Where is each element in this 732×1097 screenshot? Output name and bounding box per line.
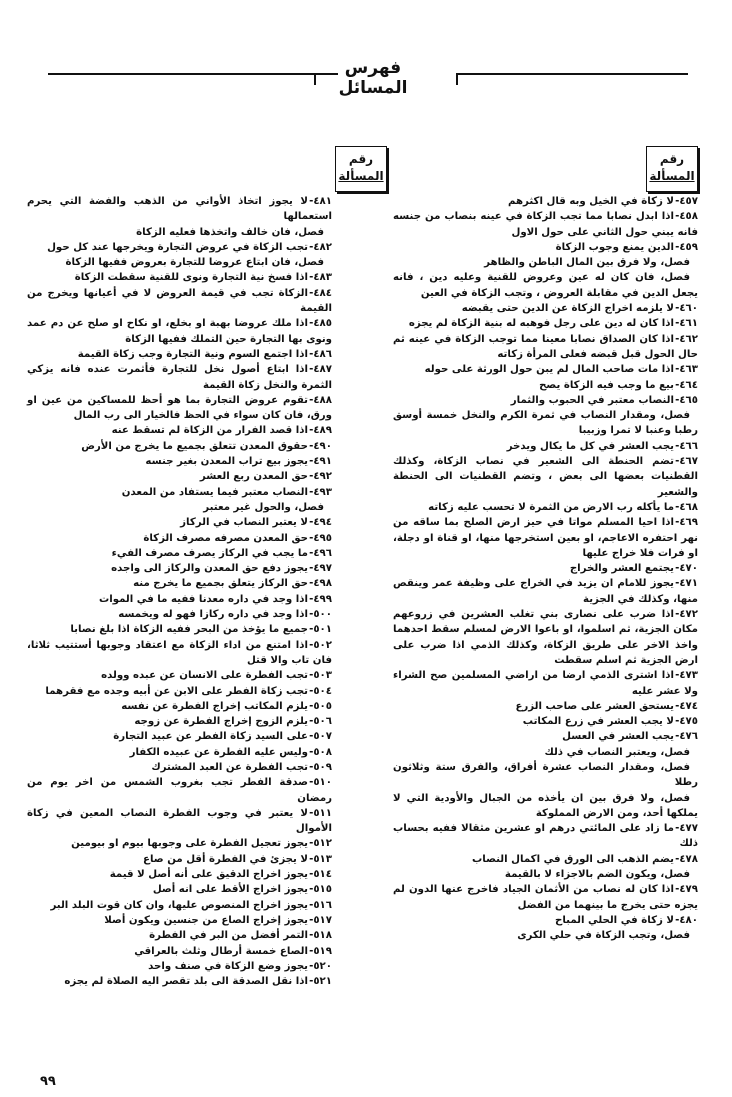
entry-text: الصاع خمسة أرطال وثلث بالعراقي [134,945,308,957]
index-entry [27,546,332,561]
index-entry [27,194,332,225]
index-entry [393,668,698,699]
entry-text: اذا كان الصداق نصابا معينا مما توجب الزكاة في عينه ثم حال الحول قبل قبضه فعلى المرأة زكاته [393,333,698,360]
entry-number: ٤٦٢- [675,333,698,345]
index-entry [27,423,332,438]
index-entry [27,576,332,591]
index-entry [27,347,332,362]
entry-text: يلزم المكاتب إخراج الفطرة عن نفسه [121,700,308,712]
index-entry [27,362,332,393]
index-entry [393,882,698,913]
index-entry [27,898,332,913]
index-entry [393,867,698,882]
index-entry [393,393,698,408]
index-entry [27,592,332,607]
page-header [48,58,688,98]
index-entry [393,378,698,393]
entry-text: يستحق العشر على صاحب الزرع [515,700,674,712]
index-entry [27,684,332,699]
entry-text: فصل، والحول غير معتبر [203,501,324,513]
index-entry [27,622,332,637]
entry-number: ٥٠٧- [309,731,332,743]
index-entry [393,408,698,439]
entry-text: تجب زكاة الفطر على الابن عن أبيه وجده مع فقرهما [45,685,308,697]
index-entry [393,316,698,331]
index-entry [27,867,332,882]
index-entry [27,974,332,989]
entry-text: تضم الحنطة الى الشعير في نصاب الزكاة، وكذلك القطنيات بعضها الى بعض ، وتضم القطنيات الى الحنطة والشعير [393,456,698,498]
index-entry [393,791,698,822]
entry-number: ٤٦٧- [675,456,698,468]
entry-number: ٥٠٦- [309,716,332,728]
entry-number: ٤٦٣- [675,364,698,376]
column-heading-line1: رقم [659,152,685,166]
index-entry [27,775,332,806]
index-entry [393,561,698,576]
index-entry [393,607,698,668]
index-entry [27,959,332,974]
entry-number: ٤٦٦- [675,440,698,452]
entry-text: تجب الفطرة على الانسان عن عبده وولده [101,670,308,682]
entry-text: اذا ملك عروضا بهبة او بخلع، او نكاح او صلح عن دم عمد ونوى بها التجارة حين التملك ففيها الزكاة [27,318,332,345]
column-heading-line2: المسألة [649,169,695,183]
index-entry [393,745,698,760]
index-column-left [27,194,332,989]
entry-number: ٤٥٩- [675,241,698,253]
entry-number: ٤٩٣- [309,486,332,498]
entry-text: فصل، فان كان له عين وعروض للقنية وعليه دين ، فانه يجعل الدين في مقابلة العروض ، وتجب الزكاة في العين [393,272,698,299]
entry-text: يجب العشر في كل ما يكال ويدخر [506,440,674,452]
entry-number: ٤٧٢- [675,609,698,621]
entry-text: يجوز اخراج الأقط على انه أصل [152,884,308,896]
entry-number: ٥١٩- [309,945,332,957]
entry-number: ٤٩٢- [309,471,332,483]
header-rule-left [48,73,338,75]
entry-number: ٥١٦- [309,899,332,911]
entry-number: ٤٨٤- [309,287,332,299]
entry-text: يجوز اخراج المنصوص عليها، وان كان قوت البلد البر [50,899,308,911]
index-entry [27,928,332,943]
entry-number: ٤٧٩- [675,884,698,896]
index-entry [27,760,332,775]
index-entry [27,469,332,484]
entry-number: ٥١٧- [309,914,332,926]
index-entry [27,882,332,897]
entry-number: ٤٩٠- [309,440,332,452]
entry-number: ٤٦٥- [675,394,698,406]
entry-text: فصل، فان ابتاع عروضا للتجارة بعروض ففيها الزكاة [65,257,324,269]
index-entry [27,806,332,837]
entry-text: اذا فسخ نية التجارة ونوى للقنية سقطت الزكاة [74,272,308,284]
entry-number: ٤٩١- [309,456,332,468]
entry-text: تقوم عروض التجارة بما هو أحظ للمساكين من عين او ورق، فان كان سواء في الحظ فالخيار الى رب المال [27,394,332,422]
entry-text: اذا اشترى الذمي ارضا من اراضي المسلمين صح الشراء ولا عشر عليه [393,670,698,697]
index-entry [393,913,698,928]
index-entry [27,607,332,622]
index-entry [27,515,332,530]
entry-text: اذا وجد في داره معدنا ففيه ما في الموات [98,593,308,605]
index-entry [393,332,698,363]
entry-number: ٤٩٨- [309,578,332,590]
entry-number: ٤٨٩- [309,425,332,437]
index-entry [393,852,698,867]
index-entry [393,240,698,255]
entry-text: اذا ضرب على نصارى بني تغلب العشرين في زروعهم مكان الجزية، ثم اسلموا، او باعوا الارض لمسلم سقط احدهما واخذ الاخر على طريق الزكاة، وكذلك الذمي اذا ضرب على ارض الجزية ثم اسلم سقطت [393,609,698,666]
entry-number: ٤٥٧- [675,196,698,207]
entry-text: اذا امتنع من اداء الزكاة مع اعتقاد وجوبها أستتيب ثلاثا، فان تاب والا قتل [27,639,332,666]
index-entry [393,255,698,270]
entry-number: ٤٦٨- [675,501,698,513]
column-heading-left [335,146,387,192]
entry-number: ٤٨٠- [675,914,698,926]
entry-number: ٥٠٣- [309,670,332,682]
entry-number: ٤٨٥- [309,318,332,330]
entry-text: فصل، ومقدار النصاب عشرة أفراق، والفرق ستة وثلاثون رطلا [393,761,698,789]
entry-text: اذا ابدل نصابا مما تجب الزكاة في عينه بنصاب من جنسه فانه يبني حول الثاني على حول الاول [393,211,698,238]
index-entry [393,301,698,316]
entry-number: ٤٨٦- [309,348,332,360]
index-entry [393,760,698,791]
entry-text: فصل، ومقدار النصاب في ثمرة الكرم والنخل خمسة أوسق رطبا وعنبا لا تمرا وزبيبا [393,410,698,437]
entry-text: اذا مات صاحب المال لم يبن حول الورثة على حوله [424,364,674,376]
entry-number: ٥١١- [309,807,332,819]
entry-text: النصاب معتبر فيما يستفاد من المعدن [121,486,308,498]
page-title: فهرس المسائل [338,58,408,98]
index-entry [393,270,698,301]
entry-text: اذا اجتمع السوم ونية التجارة وجب زكاة القيمة [77,348,308,360]
entry-text: اذا احيا المسلم مواتا في حيز ارض الصلح بما ساقه من نهر احتفره الاعاجم، او بعين استخرجها منها، او قناة او دجلة، او فرات فلا خراج عليها [393,517,698,559]
index-entry [27,255,332,270]
index-column-right [393,194,698,944]
entry-text: حق الركاز يتعلق بجميع ما يخرج منه [133,578,308,590]
index-entry [393,362,698,377]
index-entry [27,561,332,576]
entry-number: ٥٠٩- [309,761,332,773]
entry-text: يجوز تعجيل الفطرة على وجوبها بيوم او بيومين [71,838,308,850]
entry-text: ما يأكله رب الارض من الثمرة لا تحسب عليه زكاته [428,501,674,513]
entry-number: ٥٢١- [309,976,332,988]
entry-text: يجوز إخراج الصاع من جنسين ويكون أصلا [104,914,308,926]
entry-number: ٤٧٠- [675,563,698,575]
index-entry [393,194,698,209]
entry-number: ٥١٥- [309,884,332,896]
entry-text: لا يلزمه اخراج الزكاة عن الدين حتى يقبضه [461,303,674,315]
entry-number: ٤٨٧- [309,364,332,376]
entry-text: يجوز للامام ان يزيد في الخراج على وظيفة عمر وينقص منها، وكذلك في الجزية [393,578,698,605]
entry-number: ٥١٢- [309,838,332,850]
entry-text: لا يجزئ في الفطرة أقل من صاع [143,853,308,865]
entry-text: حق المعدن مصرفه مصرف الزكاة [143,532,308,544]
entry-text: تجب الزكاة في عروض التجارة ويخرجها عند كل حول [47,241,308,253]
index-entry [27,485,332,500]
entry-number: ٤٧٥- [675,716,698,728]
entry-number: ٤٧٨- [675,853,698,865]
entry-text: لا يعتبر في وجوب الفطرة النصاب المعين في زكاة الأموال [27,807,332,835]
index-entry [27,668,332,683]
entry-text: يلزم الزوج إخراج الفطرة عن زوجه [134,716,308,728]
entry-number: ٤٩٩- [309,593,332,605]
entry-text: حق المعدن ربع العشر [199,471,308,483]
entry-text: وليس عليه الفطرة عن عبيده الكفار [129,746,308,758]
entry-number: ٤٧٦- [675,731,698,743]
entry-text: يضم الذهب الى الورق في اكمال النصاب [472,853,674,865]
entry-text: فصل، ولا فرق بين المال الباطن والظاهر [484,257,690,269]
entry-number: ٤٩٦- [309,547,332,559]
index-entry [27,286,332,317]
index-entry [27,270,332,285]
entry-text: فصل، ويكون الضم بالاجزاء لا بالقيمة [504,869,690,881]
entry-number: ٤٧٧- [675,823,698,835]
index-entry [27,944,332,959]
entry-number: ٥١٠- [309,777,332,789]
entry-text: التمر أفضل من البر في الفطرة [149,930,308,942]
index-entry [27,836,332,851]
entry-text: فصل، فان خالف واتخذها فعليه الزكاة [136,226,324,238]
entry-number: ٥٠٢- [309,639,332,651]
column-heading-right [646,146,698,192]
header-rule-tick [456,73,458,85]
entry-text: اذا ابتاع أصول نخل للتجارة فأثمرت عنده فانه يزكي الثمرة والنخل زكاة القيمة [27,364,332,391]
entry-text: على السيد زكاة الفطر عن عبيد التجارة [113,731,308,743]
entry-number: ٥١٤- [309,869,332,881]
index-entry [27,699,332,714]
index-entry [393,576,698,607]
entry-text: اذا قصد الفرار من الزكاة لم تسقط عنه [111,425,308,437]
column-heading-line1: رقم [348,152,374,166]
index-entry [27,714,332,729]
entry-text: صدقة الفطر تجب بغروب الشمس من اخر يوم من رمضان [27,777,332,804]
entry-text: يجوز اخراج الدقيق على أنه أصل لا قيمة [109,869,308,881]
entry-text: يجوز بيع تراب المعدن بغير جنسه [145,456,308,468]
entry-text: اذا كان له دين على رجل فوهبه له بنية الزكاة لم يجزه [408,318,674,330]
entry-text: لا يجب العشر في زرع المكاتب [522,716,674,728]
index-entry [27,913,332,928]
index-entry [27,729,332,744]
entry-text: بيع ما وجب فيه الزكاة يصح [539,379,674,391]
entry-text: اذا نقل الصدقة الى بلد تقصر اليه الصلاة لم يجزه [64,976,308,988]
entry-text: يجوز دفع حق المعدن والركاز الى واجده [111,563,308,575]
entry-text: يجوز وضع الزكاة في صنف واحد [148,960,308,972]
entry-number: ٤٦١- [675,318,698,330]
entry-text: لا زكاة في الخيل وبه قال اكثرهم [507,196,674,207]
header-rule-right [458,73,688,75]
entry-text: فصل، وتجب الزكاة في حلي الكرى [517,930,690,942]
entry-number: ٤٦٩- [675,517,698,529]
entry-text: ما زاد على المائتي درهم او عشرين مثقالا ففيه بحساب ذلك [393,823,698,850]
entry-text: يجب العشر في العسل [562,731,674,743]
index-entry [393,454,698,500]
entry-number: ٤٨٨- [309,394,332,406]
index-entry [27,500,332,515]
entry-number: ٤٥٨- [675,211,698,223]
entry-text: لا زكاة في الحلي المباح [555,914,674,926]
entry-number: ٤٧٣- [675,670,698,682]
entry-number: ٥٢٠- [309,960,332,972]
index-entry [27,852,332,867]
entry-text: لا يجوز اتخاذ الأواني من الذهب والفضة التي يحرم استعمالها [27,196,332,223]
entry-number: ٤٩٤- [309,517,332,529]
index-entry [393,821,698,852]
entry-text: ما يجب في الركاز يصرف مصرف الفيء [111,547,308,559]
entry-text: حقوق المعدن تتعلق بجميع ما يخرج من الأرض [81,440,308,452]
entry-text: جميع ما يؤخذ من البحر ففيه الزكاة اذا بلغ نصابا [70,624,308,636]
index-entry [393,439,698,454]
index-entry [27,240,332,255]
entry-text: فصل، ولا فرق بين ان يأخذه من الجبال والأودية التي لا يملكها أحد، ومن الارض المملوكة [393,792,698,819]
entry-number: ٤٦٤- [675,379,698,391]
entry-number: ٤٨٢- [309,241,332,253]
entry-number: ٥٠٤- [309,685,332,697]
entry-text: يجتمع العشر والخراج [569,563,674,575]
entry-number: ٤٦٠- [675,303,698,315]
index-entry [393,209,698,240]
index-entry [27,745,332,760]
index-entry [393,928,698,943]
index-entry [27,638,332,669]
index-entry [27,393,332,424]
entry-number: ٤٨٣- [309,272,332,284]
entry-number: ٤٧١- [675,578,698,590]
entry-number: ٤٩٧- [309,563,332,575]
page-number: ٩٩ [40,1074,56,1089]
entry-number: ٥٠٠- [309,609,332,621]
entry-number: ٥٠٥- [309,700,332,712]
entry-number: ٤٧٤- [675,700,698,712]
column-heading-line2: المسألة [338,169,384,183]
entry-text: اذا كان له نصاب من الأثمان الجياد فاخرج عنها الدون لم يجزه حتى يخرج ما بينهما من الفضل [393,884,698,911]
index-entry [393,515,698,561]
index-entry [393,729,698,744]
entry-number: ٥٠١- [309,624,332,636]
index-entry [27,225,332,240]
entry-number: ٥١٨- [309,930,332,942]
index-entry [393,500,698,515]
index-entry [27,439,332,454]
index-entry [27,316,332,347]
entry-text: اذا وجد في داره ركازا فهو له ويخمسه [118,609,308,621]
entry-text: الزكاة تجب في قيمة العروض لا في أعيانها ويخرج من القيمة [27,287,332,315]
entry-text: الدين يمنع وجوب الزكاة [555,241,674,253]
entry-number: ٥١٣- [309,853,332,865]
entry-text: النصاب معتبر في الحبوب والثمار [510,394,674,406]
entry-number: ٥٠٨- [309,746,332,758]
entry-text: لا يعتبر النصاب في الركاز [180,517,308,529]
index-entry [27,454,332,469]
entry-text: تجب الفطرة عن العبد المشترك [151,761,308,773]
index-entry [393,714,698,729]
entry-number: ٤٩٥- [309,532,332,544]
index-entry [27,531,332,546]
entry-text: فصل، ويعتبر النصاب في ذلك [544,746,690,758]
entry-number: ٤٨١- [309,196,332,207]
index-entry [393,699,698,714]
